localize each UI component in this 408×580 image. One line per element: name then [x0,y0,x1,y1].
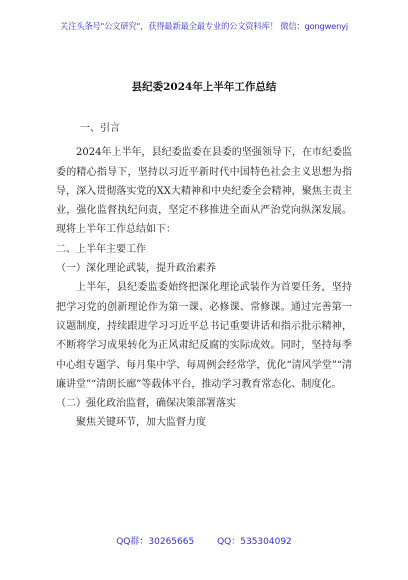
section-heading-main-work: 二、上半年主要工作 [56,243,146,255]
section-heading-intro: 一、引言 [80,123,120,134]
document-body [56,119,352,433]
footer-qq-group: QQ群：30265665 [116,537,195,547]
subsection-heading-supervision: （二）强化政治监督，确保决策部署落实 [56,398,236,410]
header-banner: 关注头条号"公文研究"，获得最新最全最专业的公文资料库！ 微信：gongwenyj [60,21,348,31]
subsection-heading-theory: （一）深化理论武装，提升政治素养 [56,263,216,275]
document-title: 县纪委2024年上半年工作总结 [131,81,277,93]
supervision-first-line: 聚焦关键环节，加大监督力度 [76,417,206,429]
intro-paragraph: 2024年上半年，县纪委监委在县委的坚强领导下，在市纪委监委的精心指导下，坚持以习近平新时代中国特色社会主义思想为指导，深入贯彻落实党的XX大精神和中央纪委全会精神，聚焦主责主业，强化监督执纪问责，坚定不移推进全面从严治党向纵深发展。现将上半年工作总结如下： [56,147,352,236]
footer-contact [0,534,408,547]
footer-qq: QQ：535304092 [217,537,292,547]
theory-paragraph: 上半年，县纪委监委始终把深化理论武装作为首要任务，坚持把学习党的创新理论作为第一课、必修课、常修课。通过完善第一议题制度，持续跟进学习习近平总书记重要讲话和指示批示精神，不断将学习成果转化为正风肃纪反腐的实际成效。同时，坚持每季中心组专题学、每月集中学、每周例会经常学，优化“清风学堂”“清廉讲堂”“清朗长廊”等载体平台，推动学习教育常态化、制度化。 [56,282,352,390]
